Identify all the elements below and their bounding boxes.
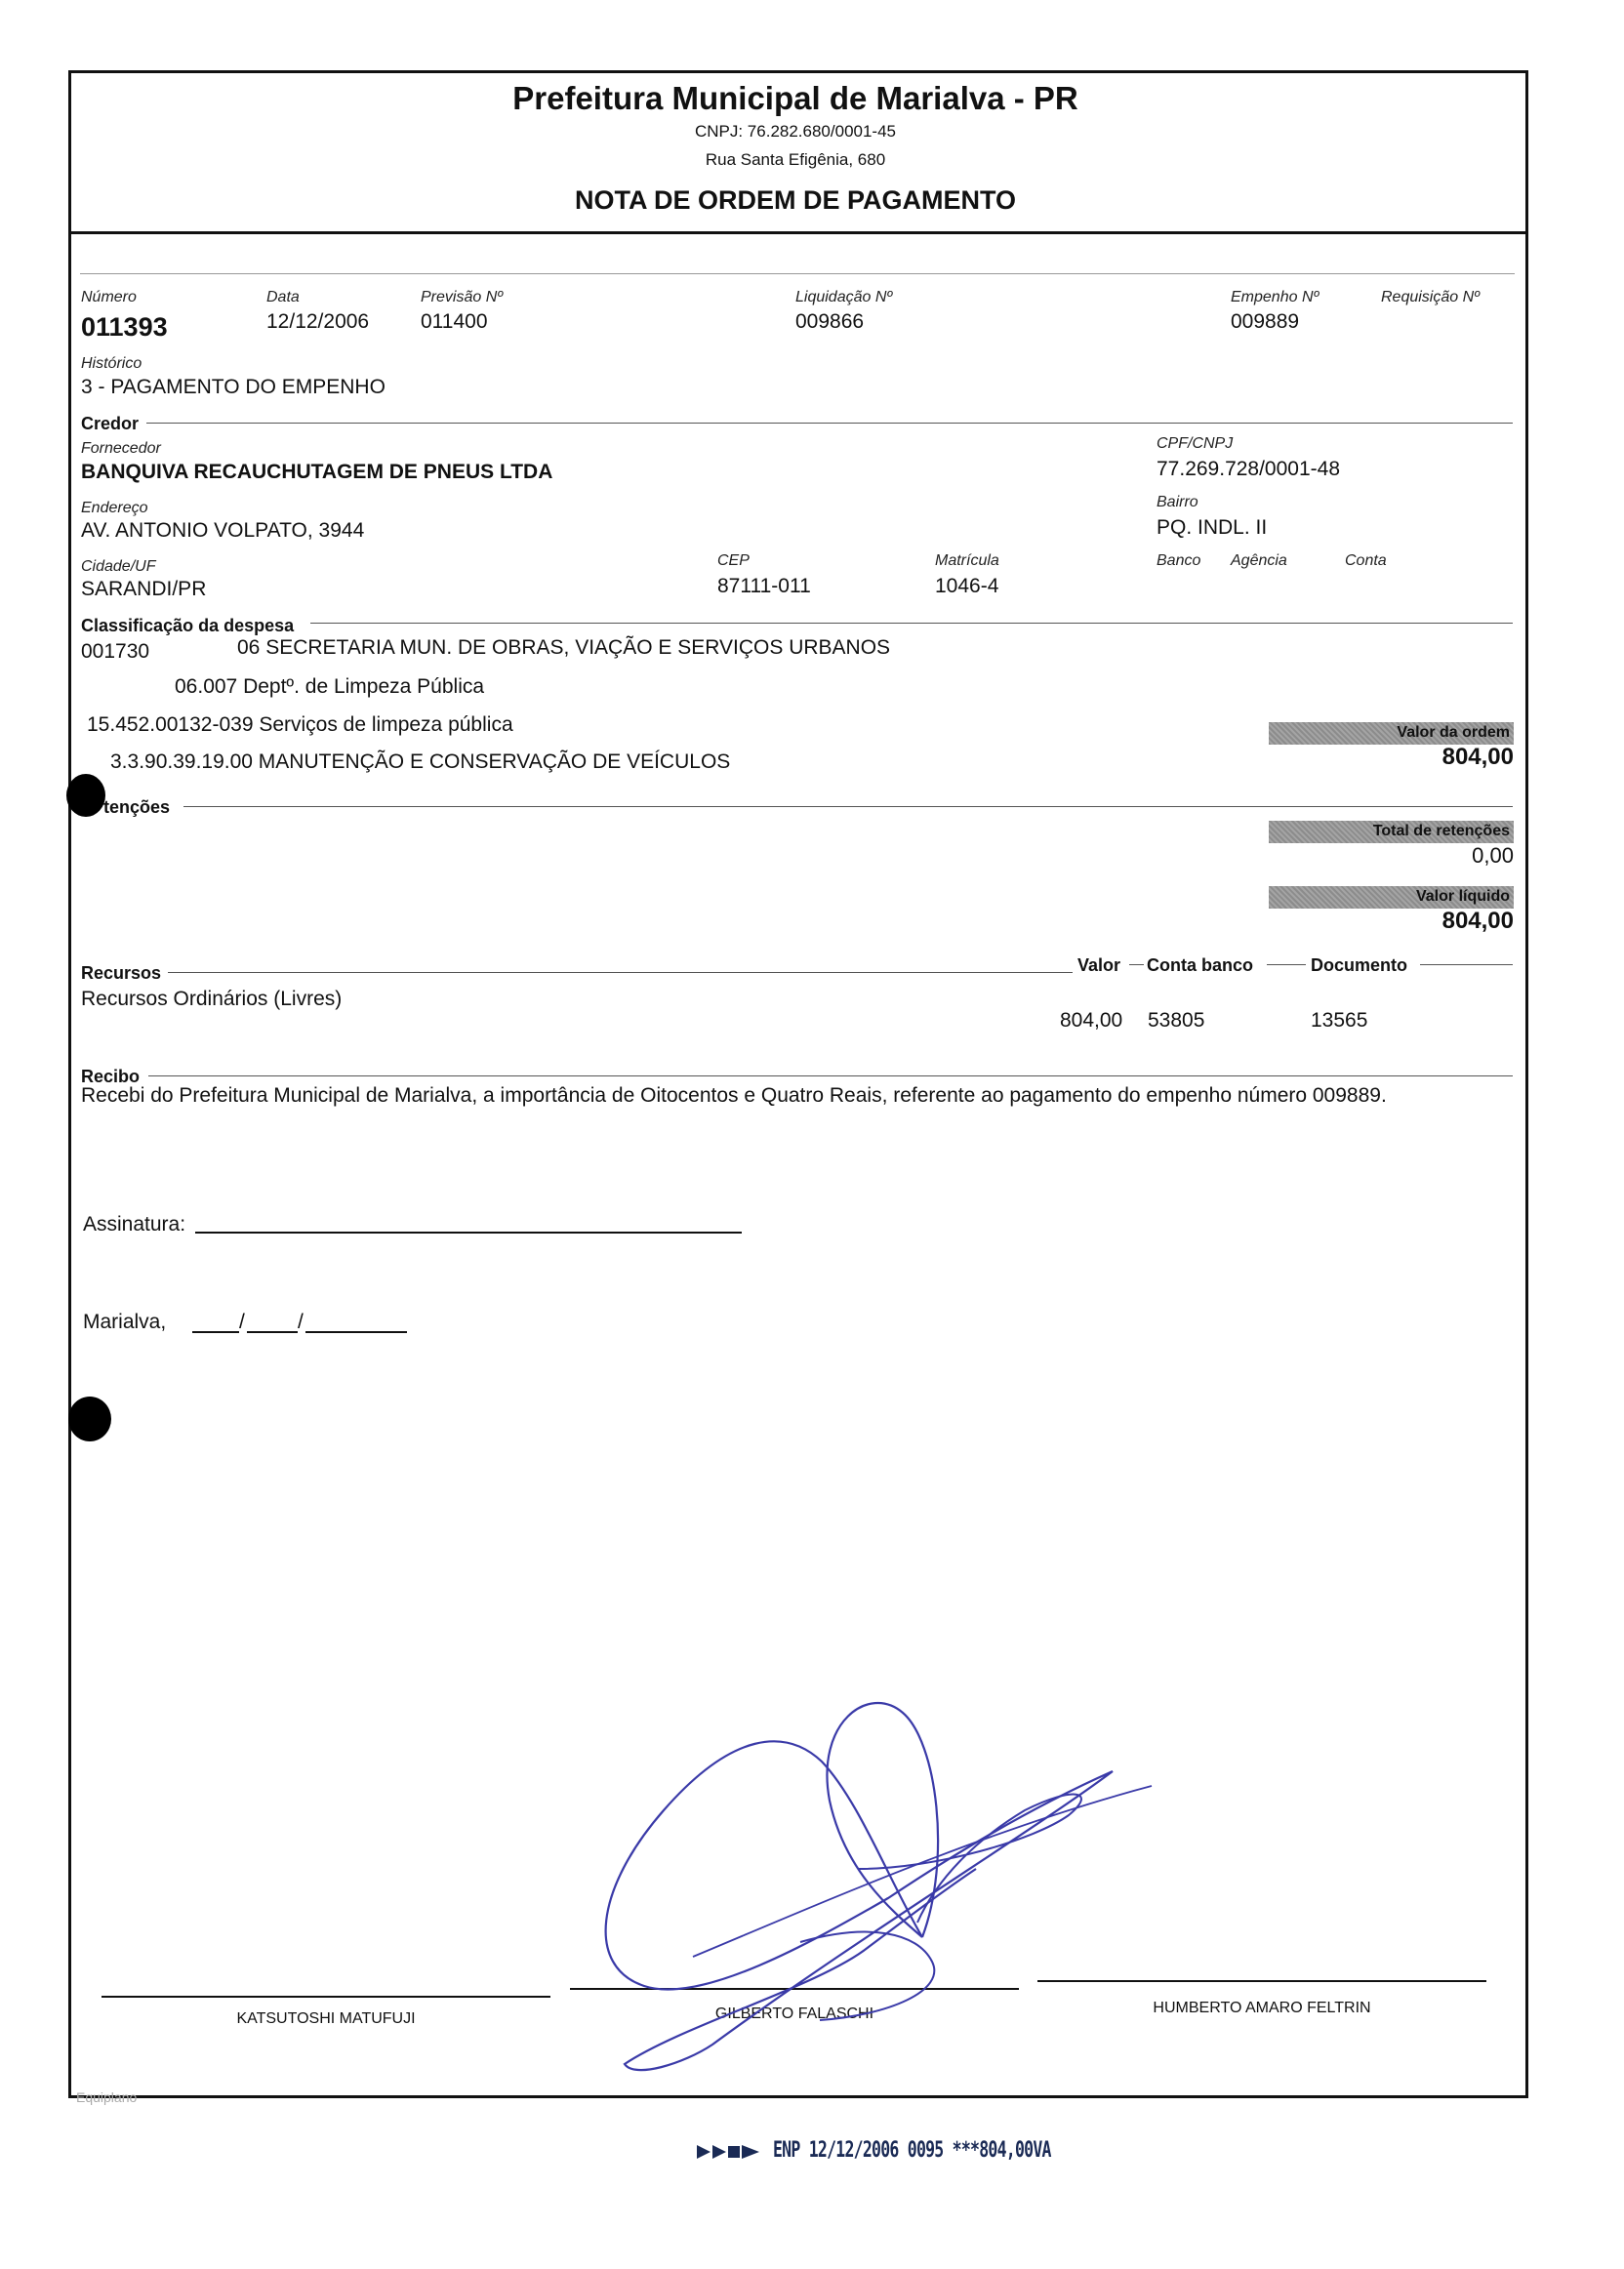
recursos-conta: 53805: [1148, 1009, 1205, 1032]
classificacao-line: [310, 623, 1513, 624]
credor-section-title: Credor: [81, 414, 140, 433]
matricula-label: Matrícula: [935, 552, 999, 569]
retencoes-line: [183, 806, 1513, 807]
signatario-3: HUMBERTO AMARO FELTRIN: [1153, 2000, 1371, 2016]
recibo-section-title: Recibo: [81, 1067, 141, 1086]
previsao-value: 011400: [421, 310, 488, 333]
recibo-text: Recebi do Prefeitura Municipal de Marialva, a importância de Oitocentos e Quatro Reais, referente ao pagamento do empenho número 009889.: [81, 1084, 1387, 1107]
departamento-value: 06.007 Deptº. de Limpeza Pública: [175, 675, 485, 698]
empenho-label: Empenho Nº: [1231, 289, 1320, 305]
recursos-descricao: Recursos Ordinários (Livres): [81, 988, 343, 1010]
date-year-line[interactable]: [305, 1331, 407, 1333]
requisicao-label: Requisição Nº: [1381, 289, 1480, 305]
date-day-line[interactable]: [192, 1331, 239, 1333]
historico-label: Histórico: [81, 355, 142, 372]
recursos-valor-label: Valor: [1077, 955, 1121, 975]
total-retencoes-value: 0,00: [1472, 843, 1514, 868]
endereco-label: Endereço: [81, 500, 148, 516]
matricula-value: 1046-4: [935, 575, 999, 597]
signatario-2: GILBERTO FALASCHI: [714, 2006, 874, 2022]
liquidacao-value: 009866: [795, 310, 865, 333]
numero-label: Número: [81, 289, 137, 305]
cidade-label: Cidade/UF: [81, 558, 156, 575]
credor-line: [146, 423, 1513, 424]
recursos-section-title: Recursos: [81, 963, 162, 983]
data-value: 12/12/2006: [266, 310, 370, 333]
conta-label: Conta: [1345, 552, 1387, 569]
liquidacao-label: Liquidação Nº: [795, 289, 893, 305]
recursos-line-3: [1267, 964, 1306, 965]
numero-value: 011393: [81, 312, 168, 342]
date-month-line[interactable]: [247, 1331, 298, 1333]
signature-line-1: [102, 1996, 550, 1998]
servico-value: 15.452.00132-039 Serviços de limpeza pública: [87, 713, 513, 736]
recursos-documento: 13565: [1311, 1009, 1368, 1032]
endereco-value: AV. ANTONIO VOLPATO, 3944: [81, 519, 365, 542]
cidade-value: SARANDI/PR: [81, 578, 207, 600]
bank-stamp-text: ENP 12/12/2006 0095 ***804,00VA: [773, 2138, 1051, 2163]
classificacao-code: 001730: [81, 640, 150, 663]
historico-value: 3 - PAGAMENTO DO EMPENHO: [81, 376, 386, 398]
date-separator-2: /: [298, 1311, 304, 1333]
previsao-label: Previsão Nº: [421, 289, 504, 305]
doc-type-title: NOTA DE ORDEM DE PAGAMENTO: [574, 185, 1016, 215]
data-label: Data: [266, 289, 300, 305]
empenho-value: 009889: [1231, 310, 1300, 333]
secretaria-value: 06 SECRETARIA MUN. DE OBRAS, VIAÇÃO E SERVIÇOS URBANOS: [237, 636, 891, 659]
recursos-line-2: [1129, 964, 1144, 965]
document-title: Prefeitura Municipal de Marialva - PR: [512, 80, 1078, 116]
bairro-label: Bairro: [1157, 494, 1198, 510]
total-retencoes-label: Total de retenções: [1269, 821, 1514, 843]
banco-label: Banco: [1157, 552, 1201, 569]
classificacao-section-title: Classificação da despesa: [81, 616, 295, 635]
retencoes-section-title: tenções: [103, 797, 171, 817]
recursos-documento-label: Documento: [1311, 955, 1407, 975]
natureza-value: 3.3.90.39.19.00 MANUTENÇÃO E CONSERVAÇÃO DE VEÍCULOS: [110, 750, 731, 773]
valor-liquido-value: 804,00: [1441, 908, 1514, 934]
stamp-logo-icon: [695, 2141, 761, 2163]
recursos-line: [168, 972, 1073, 973]
local-data-label: Marialva,: [83, 1311, 167, 1333]
recibo-line: [148, 1075, 1513, 1076]
header-divider: [68, 231, 1528, 234]
fornecedor-value: BANQUIVA RECAUCHUTAGEM DE PNEUS LTDA: [81, 461, 553, 483]
assinatura-label: Assinatura:: [83, 1213, 186, 1236]
valor-ordem-value: 804,00: [1441, 744, 1514, 770]
recursos-valor: 804,00: [1060, 1009, 1123, 1032]
assinatura-line[interactable]: [195, 1232, 742, 1234]
address-header: Rua Santa Efigênia, 680: [705, 150, 886, 169]
punch-hole-top: [66, 774, 105, 817]
agencia-label: Agência: [1231, 552, 1287, 569]
cpf-label: CPF/CNPJ: [1157, 435, 1234, 452]
valor-ordem-label: Valor da ordem: [1269, 722, 1514, 745]
recursos-line-4: [1420, 964, 1513, 965]
cep-label: CEP: [717, 552, 750, 569]
cnpj-header: CNPJ: 76.282.680/0001-45: [694, 122, 897, 141]
date-separator-1: /: [239, 1311, 245, 1333]
handwritten-signature: [566, 1693, 1171, 2084]
ids-top-line: [80, 273, 1515, 274]
bairro-value: PQ. INDL. II: [1157, 516, 1268, 539]
punch-hole-bottom: [68, 1397, 111, 1441]
fornecedor-label: Fornecedor: [81, 440, 161, 457]
valor-liquido-label: Valor líquido: [1269, 886, 1514, 909]
signatario-1: KATSUTOSHI MATUFUJI: [236, 2010, 416, 2027]
cpf-value: 77.269.728/0001-48: [1157, 458, 1341, 480]
equiplano-brand: Equiplano: [76, 2089, 138, 2105]
recursos-conta-label: Conta banco: [1147, 955, 1254, 975]
cep-value: 87111-011: [717, 575, 811, 597]
